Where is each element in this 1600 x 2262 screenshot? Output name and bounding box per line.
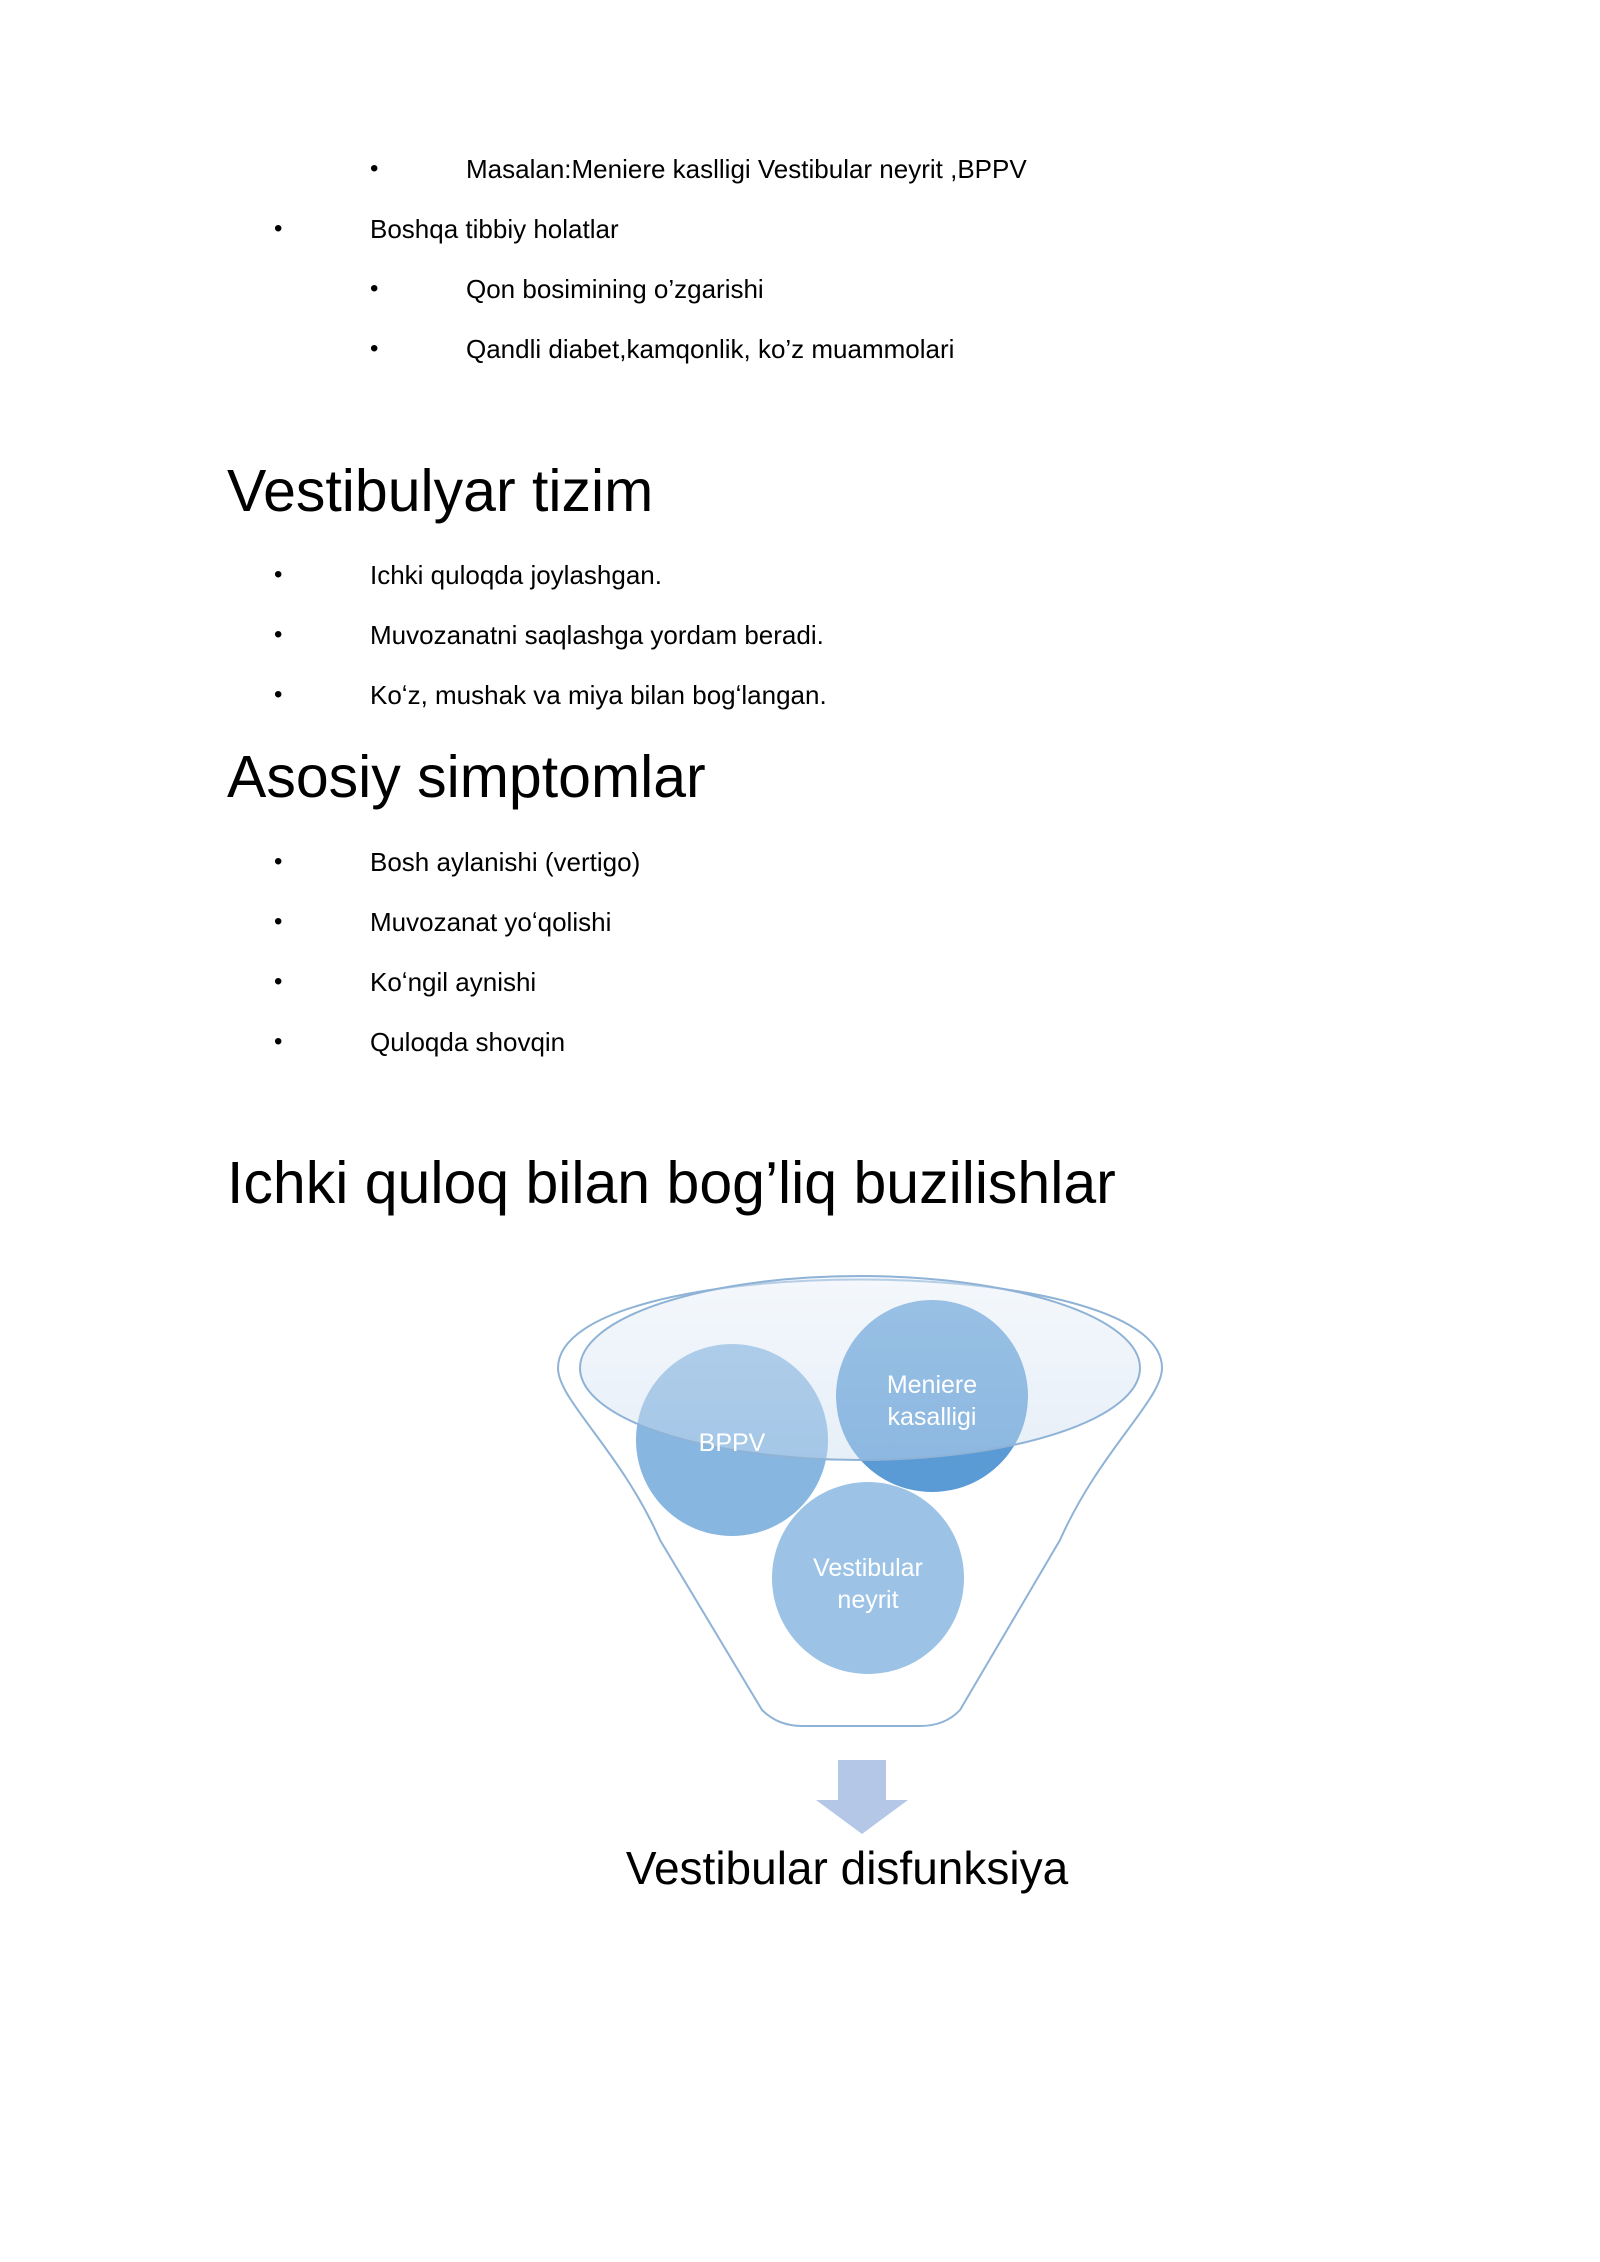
- bullet-icon: •: [370, 155, 379, 182]
- bullet-icon: •: [274, 908, 283, 935]
- list-item-text: Boshqa tibbiy holatlar: [370, 214, 619, 244]
- funnel-bowl: [580, 1276, 1140, 1460]
- circle-label: Meniere: [886, 1371, 978, 1399]
- circle-label: BPPV: [698, 1429, 766, 1457]
- bullet-icon: •: [274, 1028, 283, 1055]
- section-heading-vestibular: Vestibulyar tizim: [227, 458, 654, 524]
- bullet-icon: •: [370, 275, 379, 302]
- bullet-icon: •: [274, 621, 283, 648]
- list-item-text: Quloqda shovqin: [370, 1027, 566, 1057]
- list-item-text: Qandli diabet,kamqonlik, ko’z muammolari: [466, 334, 955, 364]
- bullet-icon: •: [370, 335, 379, 362]
- list-item-text: Muvozanat yoʻqolishi: [370, 907, 612, 937]
- list-item-text: Muvozanatni saqlashga yordam beradi.: [370, 620, 824, 650]
- list-item-text: Bosh aylanishi (vertigo): [370, 847, 641, 877]
- list-item-text: Masalan:Meniere kaslligi Vestibular neyrit ,BPPV: [466, 154, 1027, 184]
- section-heading-disorders: Ichki quloq bilan bog’liq buzilishlar: [227, 1150, 1116, 1216]
- arrow-down-icon: [816, 1760, 908, 1834]
- circle-label: neyrit: [837, 1586, 899, 1614]
- bullet-icon: •: [274, 968, 283, 995]
- list-item-text: Koʻngil aynishi: [370, 967, 537, 997]
- bullet-icon: •: [274, 848, 283, 875]
- diagram-result-label: Vestibular disfunksiya: [625, 1842, 1069, 1894]
- bullet-icon: •: [274, 681, 283, 708]
- funnel-diagram: [540, 1240, 1180, 1880]
- circle-label: kasalligi: [887, 1403, 977, 1431]
- bullet-icon: •: [274, 561, 283, 588]
- list-item-text: Qon bosimining o’zgarishi: [466, 274, 764, 304]
- section-heading-symptoms: Asosiy simptomlar: [227, 744, 706, 810]
- circle-label: Vestibular: [813, 1554, 923, 1582]
- bullet-icon: •: [274, 215, 283, 242]
- list-item-text: Koʻz, mushak va miya bilan bogʻlangan.: [370, 680, 827, 710]
- list-item-text: Ichki quloqda joylashgan.: [370, 560, 662, 590]
